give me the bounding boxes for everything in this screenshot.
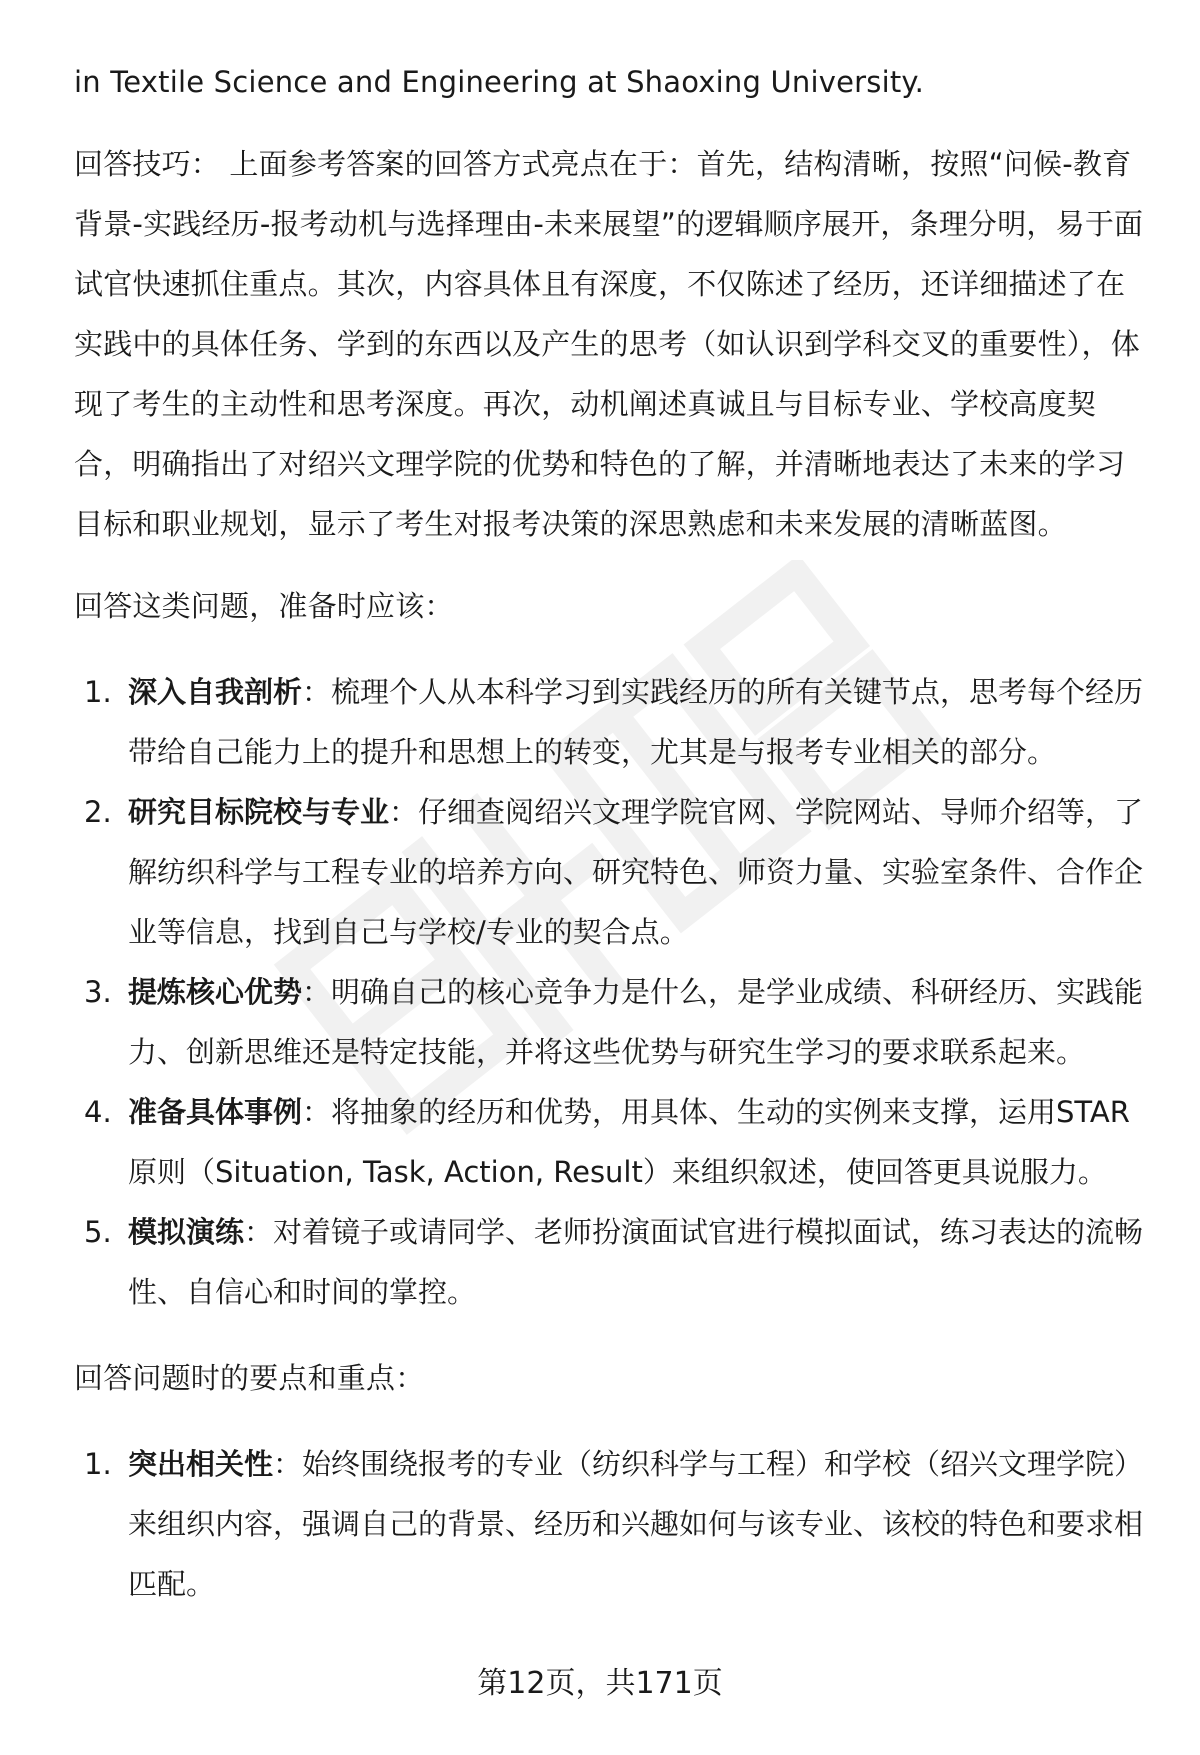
answer-tips-paragraph: 回答技巧： 上面参考答案的回答方式亮点在于：首先，结构清晰，按照“问候-教育背景-实践经历-报考动机与选择理由-未来展望”的逻辑顺序展开，条理分明，易于面试官快速抓住重点。其次，内容具体且有深度，不仅陈述了经历，还详细描述了在实践中的具体任务、学到的东西以及产生的思考（如认识到学科交叉的重要性），体现了考生的主动性和思考深度。再次，动机阐述真诚且与目标专业、学校高度契合，明确指出了对绍兴文理学院的优势和特色的了解，并清晰地表达了未来的学习目标和职业规划，显示了考生对报考决策的深思熟虑和未来发展的清晰蓝图。 bbox=[74, 147, 1144, 541]
list-item-text: ：明确自己的核心竞争力是什么，是学业成绩、科研经历、实践能力、创新思维还是特定技能，并将这些优势与研究生学习的要求联系起来。 bbox=[128, 975, 1144, 1069]
list-item-title: 提炼核心优势 bbox=[128, 975, 303, 1009]
list-item bbox=[74, 1202, 1154, 1322]
page-number-footer: 第12页，共171页 bbox=[477, 1666, 723, 1701]
list-item-text: ：将抽象的经历和优势，用具体、生动的实例来支撑，运用STAR原则（Situation, Task, Action, Result）来组织叙述，使回答更具说服力。 bbox=[128, 1095, 1130, 1189]
list-item bbox=[74, 662, 1154, 782]
prepare-heading: 回答这类问题，准备时应该： bbox=[74, 589, 454, 623]
list-item bbox=[74, 962, 1154, 1082]
list-item-text: ：始终围绕报考的专业（纺织科学与工程）和学校（绍兴文理学院）来组织内容，强调自己的背景、经历和兴趣如何与该专业、该校的特色和要求相匹配。 bbox=[128, 1447, 1144, 1601]
list-item-title: 准备具体事例 bbox=[128, 1095, 303, 1129]
keypoints-heading: 回答问题时的要点和重点： bbox=[74, 1361, 425, 1395]
list-number: 2. bbox=[84, 795, 112, 829]
list-item-text: ：仔细查阅绍兴文理学院官网、学院网站、导师介绍等，了解纺织科学与工程专业的培养方向、研究特色、师资力量、实验室条件、合作企业等信息，找到自己与学校/专业的契合点。 bbox=[128, 795, 1144, 949]
list-number: 5. bbox=[84, 1215, 112, 1249]
list-number: 1. bbox=[84, 675, 112, 709]
list-item-title: 突出相关性 bbox=[128, 1447, 274, 1481]
list-item-title: 研究目标院校与专业 bbox=[128, 795, 390, 829]
list-item-title: 深入自我剖析 bbox=[128, 675, 303, 709]
list-item-text: ：梳理个人从本科学习到实践经历的所有关键节点，思考每个经历带给自己能力上的提升和思想上的转变，尤其是与报考专业相关的部分。 bbox=[128, 675, 1144, 769]
list-number: 4. bbox=[84, 1095, 112, 1129]
continued-paragraph: in Textile Science and Engineering at Shaoxing University. bbox=[74, 65, 925, 99]
list-item-text: ：对着镜子或请同学、老师扮演面试官进行模拟面试，练习表达的流畅性、自信心和时间的掌控。 bbox=[128, 1215, 1144, 1309]
content-area bbox=[74, 52, 1154, 1640]
list-number: 1. bbox=[84, 1447, 112, 1481]
prepare-list bbox=[74, 662, 1154, 1322]
list-item-title: 模拟演练 bbox=[128, 1215, 245, 1249]
list-item bbox=[74, 1082, 1154, 1202]
list-item bbox=[74, 1434, 1154, 1614]
keypoints-list bbox=[74, 1434, 1154, 1614]
list-number: 3. bbox=[84, 975, 112, 1009]
list-item bbox=[74, 782, 1154, 962]
